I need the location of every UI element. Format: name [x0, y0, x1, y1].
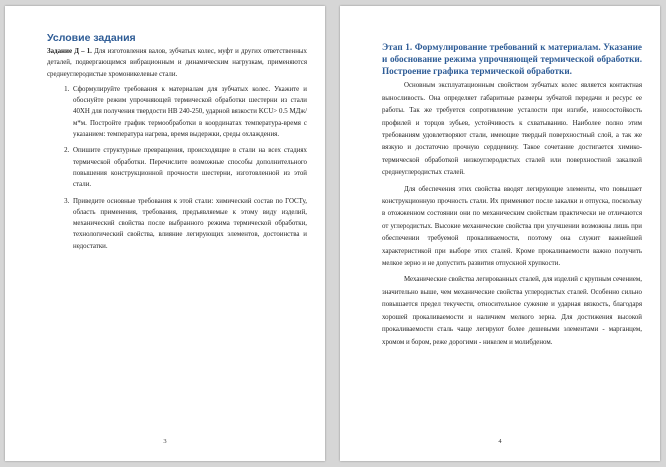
page-number: 4: [498, 438, 502, 445]
stage-heading: Этап 1. Формулирование требований к материалам. Указание и обоснование режима упрочняющей термической обработки. Построение графика термической обработки.: [382, 42, 642, 76]
task-list: [47, 84, 307, 252]
page-number: 3: [163, 438, 167, 445]
task-intro: [47, 46, 307, 80]
list-item: 1. Сформулируйте требования к материалам для зубчатых колес. Укажите и обоснуйте режим упрочняющей термической обработки шестерни из стали 40ХН для получения твердости НВ 240-250, ударной вязкости KCU> 0.5 МДж/м*м. Постройте график термообработки в координатах температура-время с указанием: температура нагрева, время выдержки, среды охлаждения.: [71, 84, 307, 140]
paragraph: Основным эксплуатационным свойством зубчатых колес является контактная выносливость. Она определяет габаритные размеры зубчатой передачи и ресурс ее работы. Так же требуется сопротивление усталости при изгибе, износостойкость профилей и торцов зубьев, устойчивость к схватыванию. Наиболее полно этим требованиям удовлетворяют стали, имеющие твердый поверхностный слой, а так же вязкую и достаточно прочную сердцевину. Такое сочетание достигается химико-термической обработкой низкоуглеродистых сталей или поверхностной закалкой среднеуглеродистых сталей.: [382, 82, 642, 177]
section-heading: Условие задания: [47, 32, 136, 44]
paragraph: Механические свойства легированных сталей, для изделий с крупным сечением, значительно выше, чем механические свойства углеродистых сталей. Особенно сильно повышается предел текучести, относительное сужение и ударная вязкость, благодаря хорошей прокаливаемости и наличием мелкого зерна. Для достижения высокой прокаливаемости сталь чаще легируют более дешевыми элементами - марганцем, хромом и бором, реже дорогими - никелем и молибденом.: [382, 276, 642, 346]
task-label: Задание Д – 1.: [47, 48, 92, 55]
task-text: Для изготовления валов, зубчатых колес, муфт и других ответственных деталей, подвергающимся вибрационным и динамическим нагрузкам, применяются среднеуглеродистые хромоникелевые стали.: [47, 48, 307, 78]
document-page-3: [5, 6, 325, 461]
document-page-4: [340, 6, 660, 461]
list-item: 3. Приведите основные требования к этой стали: химический состав по ГОСТу, область применения, требования, предъявляемые к этому виду изделий, механический свойства после выбранного режима термической обработки, технологический свойства, влияние легирующих элементов, достоинства и недостатки.: [71, 196, 307, 252]
list-item: 2. Опишите структурные превращения, происходящие в стали на всех стадиях термической обработки. Перечислите возможные способы дополнительного повышения конструкционной прочности шестерни, изготовленной из этой стали.: [71, 145, 307, 190]
paragraph: Для обеспечения этих свойства вводят легирующие элементы, что повышает конструкционную прочность стали. Их применяют после закалки и отпуска, поскольку в отожженном состоянии они по механическим свойствам практически не отличаются от углеродистых. Высокие механические свойства при улучшении возможны лишь при обеспечении требуемой прокаливаемости, поэтому она служит важнейшей характеристикой при выборе этих сталей. Кроме прокаливаемости важно получить мелкое зерно и не допустить развития отпускной хрупкости.: [382, 185, 642, 268]
